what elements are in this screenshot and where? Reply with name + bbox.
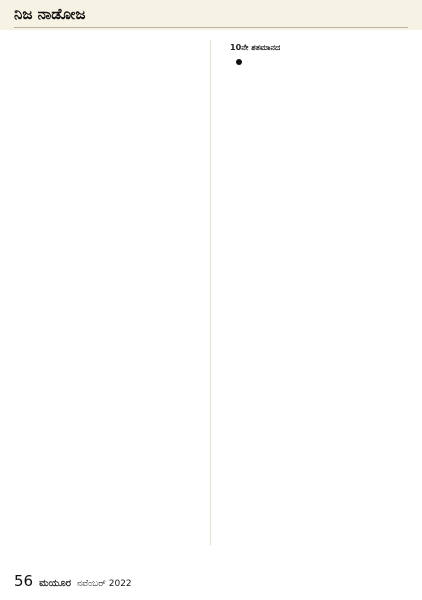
- page-header-title: ನಿಜ ನಾಡೋಜ: [14, 5, 86, 23]
- article-column-right: [218, 40, 408, 545]
- article-column-left: [14, 40, 204, 545]
- page-footer: [14, 572, 132, 592]
- column-divider: [210, 40, 211, 545]
- article-paragraph: [218, 40, 408, 54]
- magazine-name: ಮಯೂರ: [39, 578, 71, 589]
- section-marker: 10ನೇ ಶತಮಾನದ: [230, 42, 281, 52]
- article-end-mark: [236, 59, 242, 65]
- article-paragraph: [218, 54, 408, 68]
- header-rule: [14, 27, 408, 28]
- issue-date: ನವೆಂಬರ್ 2022: [76, 579, 132, 589]
- page-number: 56: [14, 572, 34, 590]
